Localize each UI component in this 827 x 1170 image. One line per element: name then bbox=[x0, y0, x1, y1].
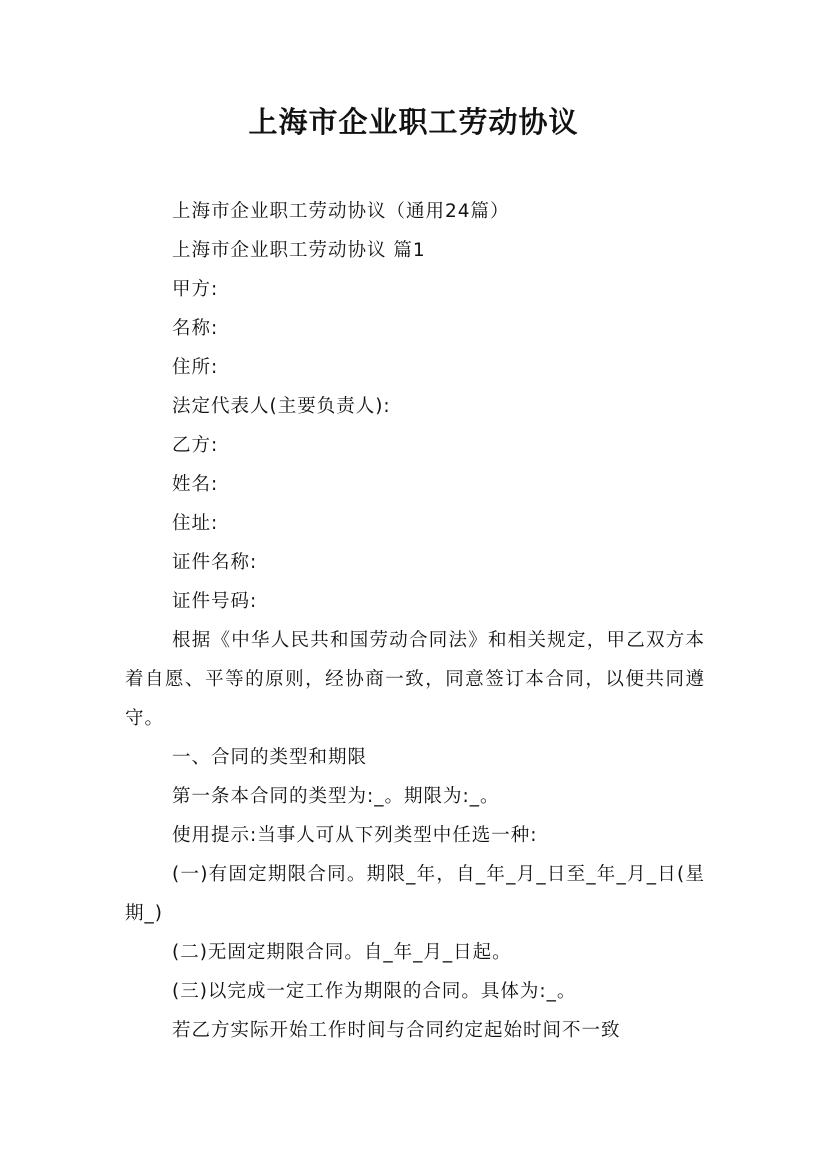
document-body bbox=[125, 192, 705, 1050]
paragraph-usage-tip: 使用提示:当事人可从下列类型中任选一种: bbox=[172, 825, 538, 846]
paragraph-legal-representative: 法定代表人(主要负责人): bbox=[172, 396, 391, 417]
paragraph-start-date-note: 若乙方实际开始工作时间与合同约定起始时间不一致 bbox=[172, 1020, 621, 1041]
paragraph-party-b: 乙方: bbox=[172, 435, 219, 456]
paragraph-option-fixed-term: (一)有固定期限合同。期限_年，自_年_月_日至_年_月_日(星期_) bbox=[125, 864, 705, 924]
paragraph-option-task-based: (三)以完成一定工作为期限的合同。具体为:_。 bbox=[172, 981, 577, 1002]
paragraph-id-number: 证件号码: bbox=[172, 591, 258, 612]
document-title: 上海市企业职工劳动协议 bbox=[248, 105, 579, 139]
paragraph-full-name: 姓名: bbox=[172, 474, 219, 495]
paragraph-section-heading: 上海市企业职工劳动协议 篇1 bbox=[172, 240, 426, 261]
paragraph-preamble: 根据《中华人民共和国劳动合同法》和相关规定，甲乙双方本着自愿、平等的原则，经协商一致，同意签订本合同，以便共同遵守。 bbox=[125, 630, 705, 729]
paragraph-name: 名称: bbox=[172, 318, 219, 339]
paragraph-option-open-ended: (二)无固定期限合同。自_年_月_日起。 bbox=[172, 942, 512, 963]
paragraph-chapter-one: 一、合同的类型和期限 bbox=[172, 747, 368, 768]
paragraph-residence: 住所: bbox=[172, 357, 219, 378]
paragraph-article-one: 第一条本合同的类型为:_。期限为:_。 bbox=[172, 786, 500, 807]
paragraph-id-type: 证件名称: bbox=[172, 552, 258, 573]
paragraph-subtitle: 上海市企业职工劳动协议（通用24篇） bbox=[172, 201, 510, 222]
paragraph-party-a: 甲方: bbox=[172, 279, 219, 300]
paragraph-address: 住址: bbox=[172, 513, 219, 534]
